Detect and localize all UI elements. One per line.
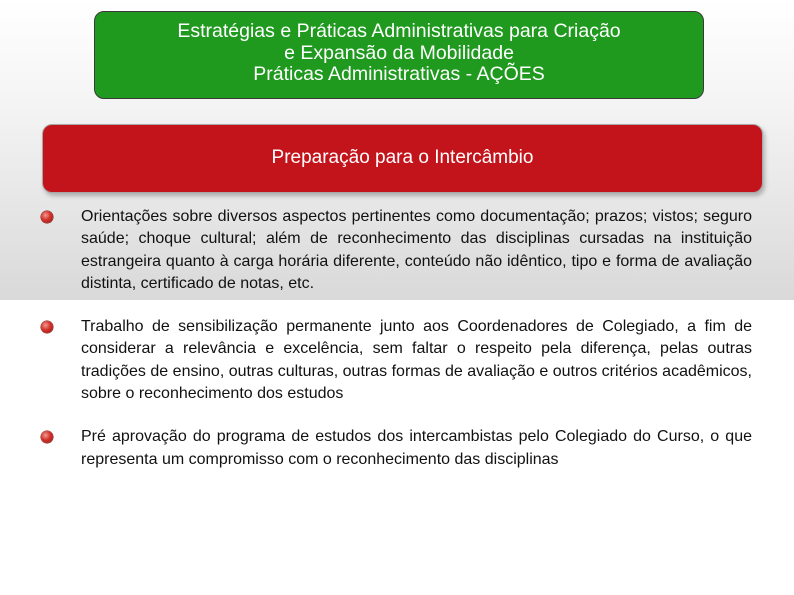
bullet-text: Pré aprovação do programa de estudos dos intercambistas pelo Colegiado do Curso, o que representa um compromisso com o reconhecimento das disciplinas [81, 428, 752, 468]
slide-subtitle: Práticas Administrativas - AÇÕES [253, 63, 545, 85]
bullet-item [40, 426, 752, 471]
red-sphere-bullet-icon [41, 211, 53, 223]
slide-title-line-1: Estratégias e Práticas Administrativas para Criação [177, 20, 621, 42]
bullet-item [40, 206, 752, 295]
bullet-text: Orientações sobre diversos aspectos pertinentes como documentação; prazos; vistos; seguro saúde; choque cultural; além de reconhecimento das disciplinas cursadas na instituição estrangeira quanto à carga horária diferente, conteúdo não idêntico, tipo e forma de avaliação distinta, certificado de notas, etc. [81, 208, 752, 292]
slide-title-box [94, 11, 704, 99]
bullet-text: Trabalho de sensibilização permanente junto aos Coordenadores de Colegiado, a fim de considerar a relevância e excelência, sem faltar o respeito pela diferença, pelas outras tradições de ensino, outras culturas, outras formas de avaliação e outros critérios acadêmicos, sobre o reconhecimento dos estudos [81, 318, 752, 403]
red-sphere-bullet-icon [41, 431, 53, 443]
slide-title-line-2: e Expansão da Mobilidade [284, 41, 514, 64]
section-title: Preparação para o Intercâmbio [271, 146, 534, 168]
red-sphere-bullet-icon [41, 321, 53, 333]
bullet-item [40, 316, 752, 405]
bullet-list [40, 206, 752, 492]
section-header-box [42, 124, 763, 193]
